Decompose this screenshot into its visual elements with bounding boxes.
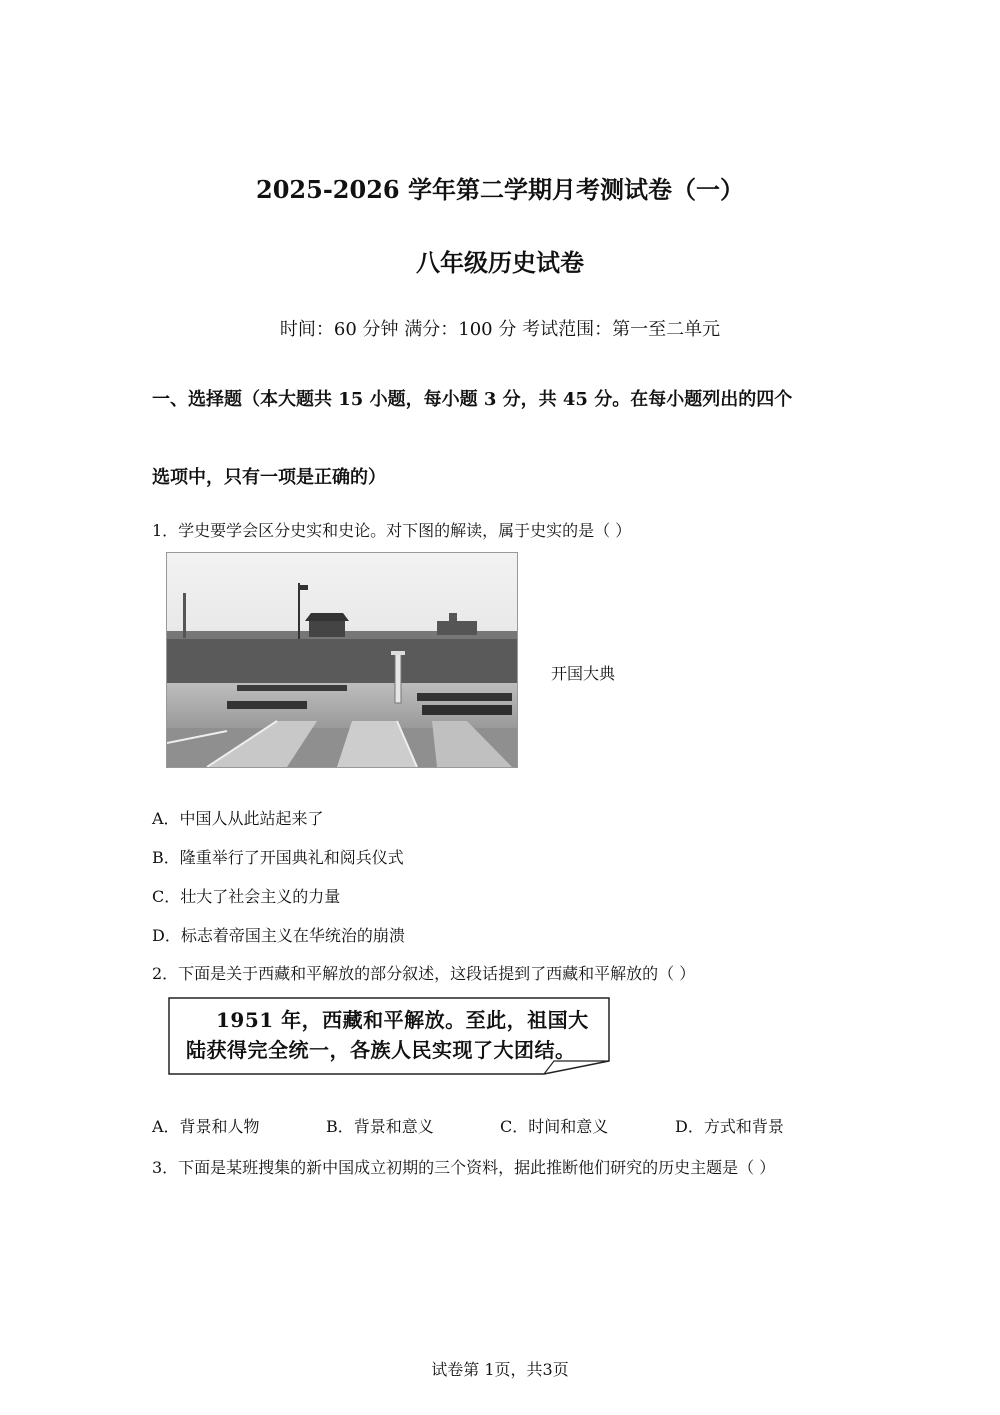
section-heading-line1: 一、选择题（本大题共 15 小题，每小题 3 分，共 45 分。在每小题列出的四个 xyxy=(152,389,793,410)
founding-ceremony-photo-illustration xyxy=(167,553,517,767)
quote-card xyxy=(168,997,610,1075)
question-1-option-c: C．壮大了社会主义的力量 xyxy=(152,887,341,906)
question-2-option-b: B．背景和意义 xyxy=(326,1117,434,1136)
founding-ceremony-photo xyxy=(166,552,518,768)
page-footer: 试卷第 1页，共3页 xyxy=(431,1360,569,1379)
question-2-option-c: C．时间和意义 xyxy=(500,1117,609,1136)
question-1-option-a: A．中国人从此站起来了 xyxy=(152,809,324,828)
exam-subtitle: 八年级历史试卷 xyxy=(416,248,584,277)
quote-line-1: 1951 年，西藏和平解放。至此，祖国大 xyxy=(216,1008,589,1032)
question-1-stem: 1．学史要学会区分史实和史论。对下图的解读，属于史实的是（ ） xyxy=(152,521,632,540)
question-2-option-a: A．背景和人物 xyxy=(152,1117,260,1136)
photo-caption: 开国大典 xyxy=(551,664,616,683)
question-1-option-d: D．标志着帝国主义在华统治的崩溃 xyxy=(152,926,405,945)
quote-text xyxy=(186,1005,606,1065)
section-heading-line2: 选项中，只有一项是正确的） xyxy=(152,467,386,488)
quote-line-2: 陆获得完全统一，各族人民实现了大团结。 xyxy=(186,1038,576,1062)
question-3-stem: 3．下面是某班搜集的新中国成立初期的三个资料，据此推断他们研究的历史主题是（ ） xyxy=(152,1158,776,1177)
question-1-option-b: B．隆重举行了开国典礼和阅兵仪式 xyxy=(152,848,404,867)
question-2-option-d: D．方式和背景 xyxy=(675,1117,784,1136)
exam-meta: 时间：60 分钟 满分：100 分 考试范围：第一至二单元 xyxy=(279,319,721,340)
exam-title: 2025-2026 学年第二学期月考测试卷（一） xyxy=(256,175,744,204)
question-2-stem: 2．下面是关于西藏和平解放的部分叙述，这段话提到了西藏和平解放的（ ） xyxy=(152,964,696,983)
